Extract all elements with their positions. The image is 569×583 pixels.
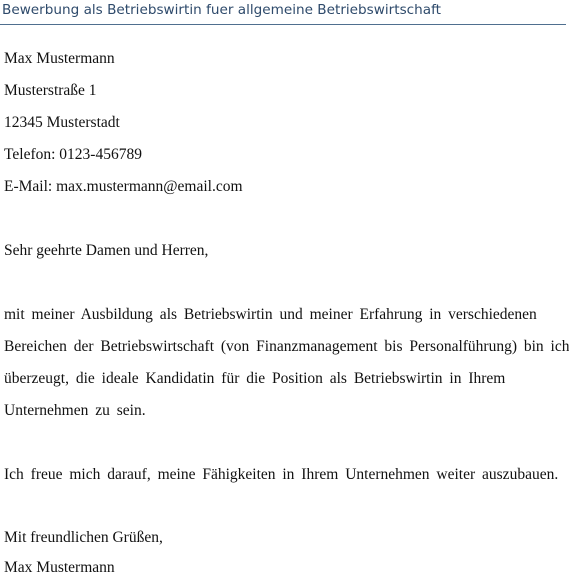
document-header [0, 0, 566, 25]
body-paragraph-1 [4, 299, 569, 427]
spacer [4, 491, 566, 523]
letter-body [4, 43, 569, 583]
paragraph-line: Ich freue mich darauf, meine Fähigkeiten in Ihrem Unternehmen weiter auszubauen. [4, 466, 559, 483]
paragraph-line: Bereichen der Betriebswirtschaft (von Finanzmanagement bis Personalführung) bin ich [4, 338, 569, 355]
body-paragraph-2 [4, 459, 566, 491]
sender-city: 12345 Musterstadt [4, 114, 120, 131]
closing-greeting: Mit freundlichen Grüßen, [4, 529, 163, 546]
sender-address-block [4, 43, 566, 203]
sender-email: E-Mail: max.mustermann@email.com [4, 178, 243, 195]
paragraph-line: Unternehmen zu sein. [4, 402, 146, 419]
spacer [4, 203, 566, 235]
paragraph-line: mit meiner Ausbildung als Betriebswirtin und meiner Erfahrung in verschiedenen [4, 306, 537, 323]
sender-name: Max Mustermann [4, 50, 115, 67]
closing-block [4, 523, 566, 583]
spacer [4, 427, 566, 459]
signature-name: Max Mustermann [4, 559, 115, 576]
sender-phone: Telefon: 0123-456789 [4, 146, 142, 163]
sender-street: Musterstraße 1 [4, 82, 97, 99]
paragraph-line: überzeugt, die ideale Kandidatin für die Position als Betriebswirtin in Ihrem [4, 370, 506, 387]
salutation: Sehr geehrte Damen und Herren, [4, 242, 209, 259]
document-title: Bewerbung als Betriebswirtin fuer allgemeine Betriebswirtschaft [2, 2, 441, 18]
spacer [4, 267, 566, 299]
